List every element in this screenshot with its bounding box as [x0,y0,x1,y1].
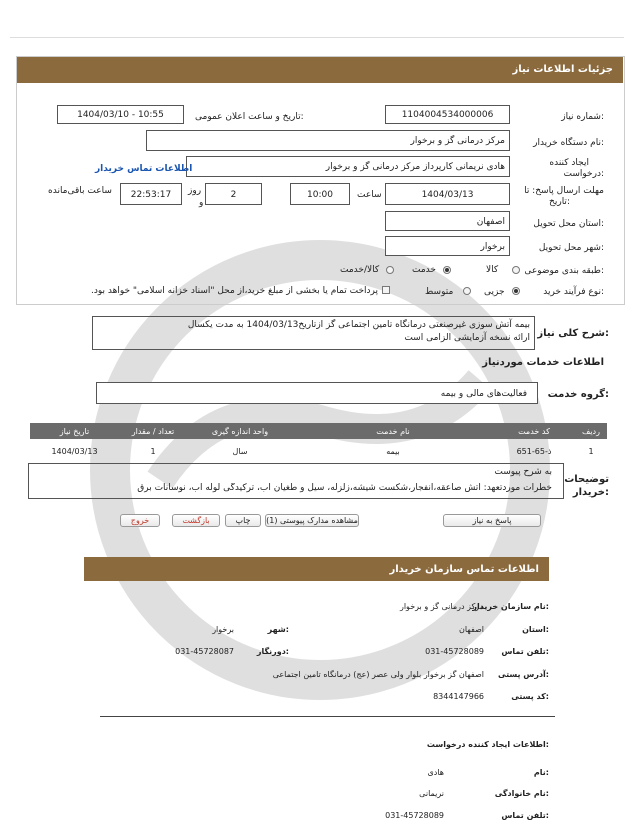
contact-divider [100,716,555,717]
contact-province-label: استان: [522,625,549,634]
cell-row: 1 [588,446,594,456]
province-field: اصفهان [385,211,510,231]
panel-header [17,57,623,83]
contact-phone-value: 031-45728089 [425,647,484,656]
contact-org-label: نام سازمان خریدار: [472,602,549,611]
creator-name-value: هادی [427,768,444,777]
creator-label-2: درخواست: [563,169,604,179]
contact-address-label: آدرس پستی: [498,670,549,679]
announce-date-field: 1404/03/10 - 10:55 [57,105,184,124]
deadline-date-field: 1404/03/13 [385,183,510,205]
category-option-service: خدمت [412,265,436,275]
process-option-medium: متوسط [425,287,454,297]
top-divider [10,37,624,38]
creator-name-label: نام: [533,768,549,777]
services-table [30,423,607,463]
buyer-notes-label: توضیحات [564,474,609,485]
page-title: جزئیات اطلاعات نیاز [512,64,613,75]
creator-family-label: نام خانوادگی: [494,789,549,798]
need-number-field: 1104004534000006 [385,105,510,124]
buyer-notes-box [28,463,564,499]
contact-city-value: برخوار [212,625,234,634]
remaining-time-field: 22:53:17 [120,183,182,205]
city-field: برخوار [385,236,510,256]
deadline-label: مهلت ارسال پاسخ: تا [524,186,604,196]
process-label: نوع فرآیند خرید: [543,287,604,297]
process-radio-minor[interactable] [512,287,520,295]
deadline-label-2: تاریخ: [549,197,570,207]
days-field: 2 [205,183,262,205]
contact-org-value: مرکز درمانی گز و برخوار [399,602,484,611]
time-label: ساعت [357,190,382,200]
days-and-label: و [199,198,204,208]
cell-date: 1404/03/13 [51,446,98,456]
cell-name: بیمه [386,446,400,456]
treasury-payment-note: پرداخت تمام یا بخشی از مبلغ خرید،از محل "اسناد خزانه اسلامی" خواهد بود. [90,286,378,296]
buyer-notes-line-2: خطرات موردتعهد: آتش صاعقه،انفجار،شکست شیشه،زلزله، سیل و طغیان آب، ترکیدگی لوله آب، نوسانات برق [137,483,552,493]
cell-unit: سال [232,446,248,456]
creator-label: ایجاد کننده [549,158,589,168]
col-qty-header: تعداد / مقدار [119,423,187,439]
process-option-minor: جزیی [484,287,505,297]
contact-postal-value: 8344147966 [433,692,484,701]
contact-city-label: شهر: [267,625,289,634]
contact-address-value: اصفهان گز برخوار بلوار ولی عصر (عج) درمانگاه تامین اجتماعی [272,670,484,679]
creator-phone-label: تلفن تماس: [501,811,549,820]
contact-postal-label: کد پستی: [511,692,549,701]
summary-line-2: ارائه نسخه آزمایشی الزامی است [404,333,530,343]
category-radio-goods[interactable] [512,266,520,274]
category-radio-service[interactable] [443,266,451,274]
category-radio-both[interactable] [386,266,394,274]
reply-button[interactable]: پاسخ به نیاز [443,514,541,527]
contact-fax-value: 031-45728087 [175,647,234,656]
creator-phone-value: 031-45728089 [385,811,444,820]
creator-info-title: اطلاعات ایجاد کننده درخواست: [426,740,549,749]
city-label: شهر محل تحویل: [538,243,604,253]
back-button[interactable]: بازگشت [172,514,220,527]
creator-family-value: نریمانی [419,789,444,798]
summary-label: شرح کلی نیاز: [537,328,609,339]
services-section-title: اطلاعات خدمات موردنیاز [482,357,604,368]
buyer-notes-label-2: خریدار: [572,487,609,498]
summary-line-1: بیمه آتش سوزی غیرصنعتی درمانگاه تامین اجتماعی گز ازتاریخ1404/03/13 به مدت یکسال [187,320,530,330]
contact-phone-label: تلفن تماس: [501,647,549,656]
col-row-header: ردیف [575,423,607,439]
cell-code: ذ-65-651 [516,446,552,456]
days-label: روز [188,186,202,196]
buyer-org-field: مرکز درمانی گز و برخوار [146,130,510,151]
view-attachments-button[interactable]: مشاهده مدارک پیوستی (1) [266,516,358,525]
deadline-time-field: 10:00 [290,183,350,205]
creator-field: هادی نریمانی کارپرداز مرکز درمانی گز و برخوار [186,156,510,177]
contact-title: اطلاعات تماس سازمان خریدار [389,564,539,575]
category-option-goods: کالا [486,265,499,275]
contact-fax-label: دورنگار: [256,647,289,656]
contact-header [84,557,549,581]
buyer-notes-line-1: به شرح پیوست [494,467,552,477]
process-radio-medium[interactable] [463,287,471,295]
province-label: استان محل تحویل: [533,219,604,229]
col-name-header: نام خدمت [293,423,493,439]
category-option-both: کالا/خدمت [340,265,380,275]
need-number-label: شماره نیاز: [561,112,604,122]
col-unit-header: واحد اندازه گیری [187,423,293,439]
contact-province-value: اصفهان [458,625,484,634]
treasury-payment-checkbox[interactable] [382,286,390,294]
print-button[interactable]: چاپ [225,514,261,527]
buyer-org-label: نام دستگاه خریدار: [533,138,604,148]
col-date-header: تاریخ نیاز [30,423,119,439]
announce-label: تاریخ و ساعت اعلان عمومی: [195,112,304,122]
contact-info-link[interactable]: اطلاعات تماس خریدار [95,164,193,174]
cell-qty: 1 [150,446,156,456]
category-label: طبقه بندی موضوعی: [524,266,604,276]
remaining-label: ساعت باقی‌مانده [48,186,112,196]
exit-button[interactable]: خروج [120,514,160,527]
table-row [30,439,607,463]
service-group-label: گروه خدمت: [547,389,609,400]
col-code-header: کد خدمت [493,423,575,439]
service-group-field: فعالیت‌های مالی و بیمه [96,382,538,404]
table-header-row [30,423,607,439]
